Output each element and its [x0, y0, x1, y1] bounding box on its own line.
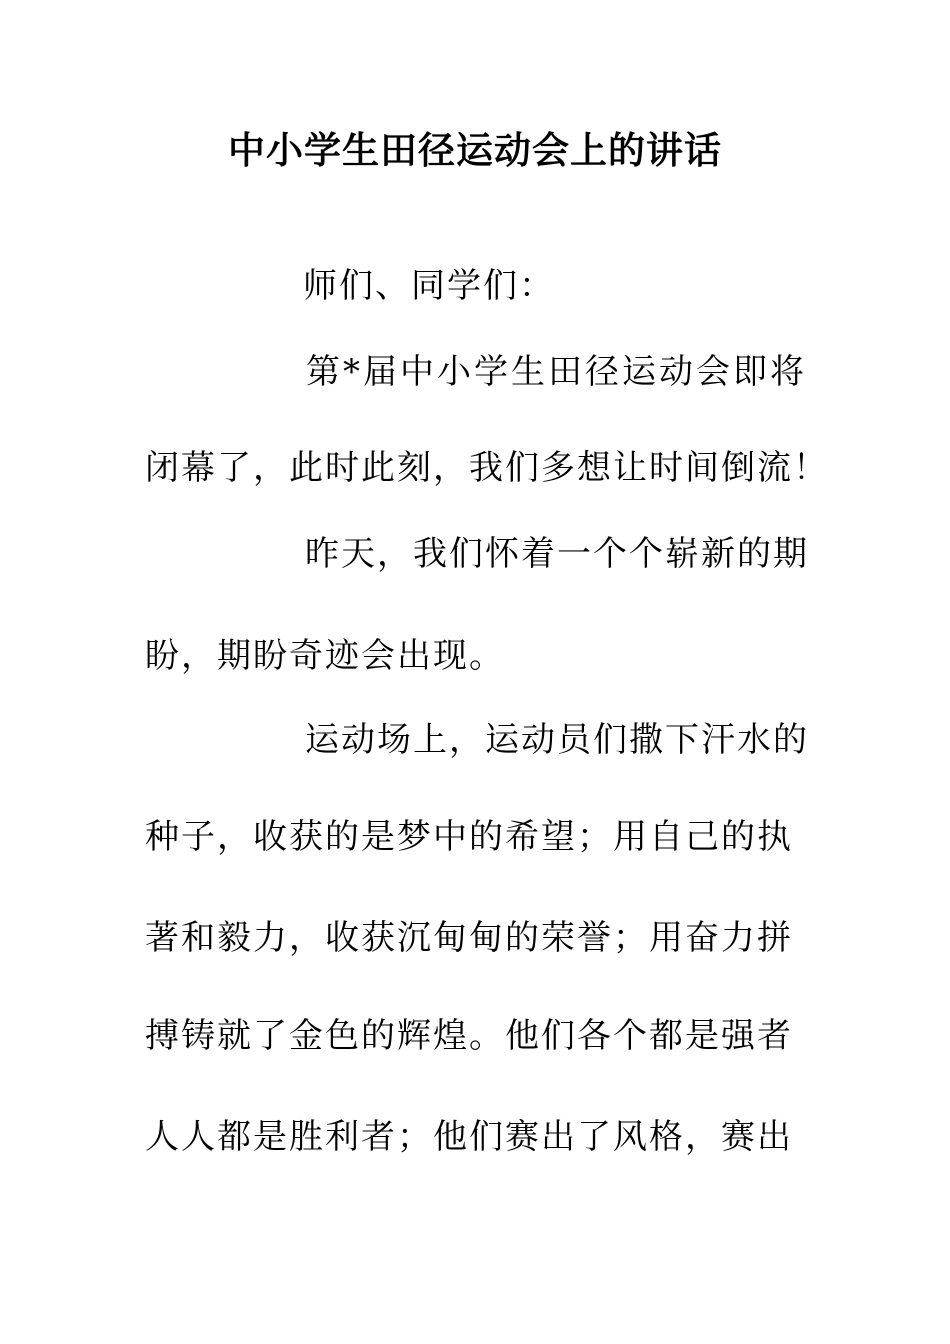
body-line: 闭幕了，此时此刻，我们多想让时间倒流！	[145, 448, 829, 488]
body-line: 搏铸就了金色的辉煌。他们各个都是强者	[145, 1016, 793, 1056]
greeting: 师们、同学们：	[303, 266, 555, 306]
body-line: 人人都是胜利者；他们赛出了风格，赛出	[145, 1117, 793, 1157]
body-line: 昨天，我们怀着一个个崭新的期	[305, 534, 809, 574]
body-line: 运动场上，运动员们撒下汗水的	[305, 720, 809, 760]
document-title: 中小学生田径运动会上的讲话	[228, 128, 722, 172]
body-line: 第*届中小学生田径运动会即将	[306, 352, 807, 392]
body-line: 种子，收获的是梦中的希望；用自己的执	[145, 817, 793, 857]
body-line: 盼，期盼奇迹会出现。	[145, 636, 505, 676]
body-line: 著和毅力，收获沉甸甸的荣誉；用奋力拼	[145, 918, 793, 958]
